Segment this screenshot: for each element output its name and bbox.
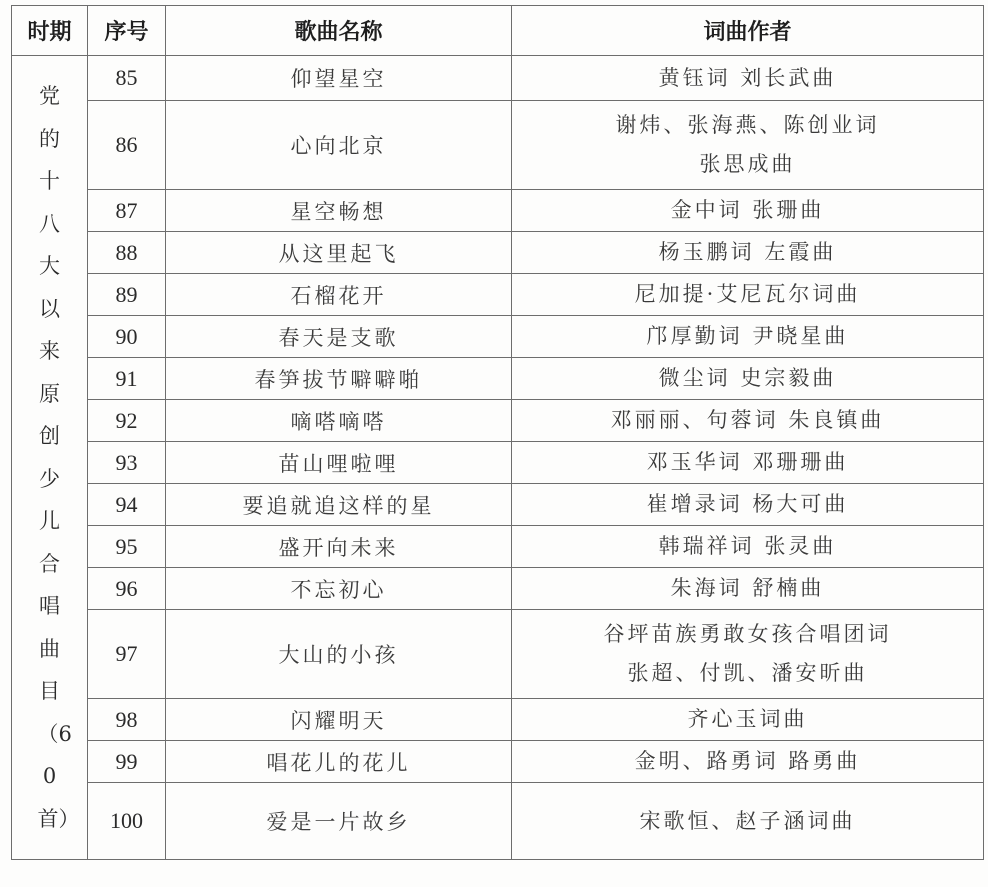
table-row <box>12 484 984 526</box>
song-author <box>512 232 984 274</box>
song-title: 心向北京 <box>166 101 512 190</box>
song-author <box>512 442 984 484</box>
song-number: 88 <box>88 232 166 274</box>
song-author <box>512 190 984 232</box>
author-line: 张思成曲 <box>699 152 796 176</box>
author-line: 邝厚勤词 尹晓星曲 <box>646 324 849 348</box>
author-line: 齐心玉词曲 <box>687 707 808 731</box>
header-number: 序号 <box>88 6 166 56</box>
author-line: 尼加提·艾尼瓦尔词曲 <box>634 282 861 306</box>
song-title: 爱是一片故乡 <box>166 783 512 860</box>
song-title: 大山的小孩 <box>166 610 512 699</box>
table-row <box>12 56 984 101</box>
author-line: 邓玉华词 邓珊珊曲 <box>646 450 849 474</box>
table-row <box>12 358 984 400</box>
song-number: 87 <box>88 190 166 232</box>
table-row <box>12 741 984 783</box>
author-line: 谷坪苗族勇敢女孩合唱团词 <box>603 622 892 646</box>
song-title: 从这里起飞 <box>166 232 512 274</box>
song-number: 94 <box>88 484 166 526</box>
song-author <box>512 358 984 400</box>
table-row <box>12 526 984 568</box>
author-line: 金明、路勇词 路勇曲 <box>634 749 861 773</box>
song-author <box>512 783 984 860</box>
table-row <box>12 699 984 741</box>
table-row <box>12 232 984 274</box>
song-author <box>512 568 984 610</box>
song-author <box>512 101 984 190</box>
song-title: 唱花儿的花儿 <box>166 741 512 783</box>
song-author <box>512 316 984 358</box>
song-number: 90 <box>88 316 166 358</box>
header-period: 时期 <box>12 6 88 56</box>
author-line: 韩瑞祥词 张灵曲 <box>658 534 837 558</box>
table-row <box>12 610 984 699</box>
song-number: 95 <box>88 526 166 568</box>
song-title: 不忘初心 <box>166 568 512 610</box>
header-row <box>12 6 984 56</box>
song-title: 盛开向未来 <box>166 526 512 568</box>
song-author <box>512 484 984 526</box>
author-line: 张超、付凯、潘安昕曲 <box>627 661 868 685</box>
song-author <box>512 699 984 741</box>
author-line: 金中词 张珊曲 <box>670 198 825 222</box>
song-title: 星空畅想 <box>166 190 512 232</box>
song-number: 97 <box>88 610 166 699</box>
song-title: 春笋拔节噼噼啪 <box>166 358 512 400</box>
table-row <box>12 274 984 316</box>
song-title: 嘀嗒嘀嗒 <box>166 400 512 442</box>
song-author <box>512 56 984 101</box>
author-line: 谢炜、张海燕、陈创业词 <box>615 113 880 137</box>
song-number: 91 <box>88 358 166 400</box>
song-author <box>512 400 984 442</box>
author-line: 朱海词 舒楠曲 <box>670 576 825 600</box>
song-number: 96 <box>88 568 166 610</box>
table-row <box>12 316 984 358</box>
table-row <box>12 101 984 190</box>
song-number: 85 <box>88 56 166 101</box>
song-author <box>512 741 984 783</box>
author-line: 崔增录词 杨大可曲 <box>646 492 849 516</box>
header-author: 词曲作者 <box>512 6 984 56</box>
song-title: 要追就追这样的星 <box>166 484 512 526</box>
song-number: 100 <box>88 783 166 860</box>
song-table <box>11 5 984 860</box>
song-author <box>512 274 984 316</box>
period-cell <box>12 56 88 860</box>
table-row <box>12 400 984 442</box>
song-title: 石榴花开 <box>166 274 512 316</box>
table-row <box>12 442 984 484</box>
author-line: 微尘词 史宗毅曲 <box>658 366 837 390</box>
table-row <box>12 568 984 610</box>
author-line: 杨玉鹏词 左霞曲 <box>658 240 837 264</box>
song-number: 93 <box>88 442 166 484</box>
song-number: 99 <box>88 741 166 783</box>
song-number: 86 <box>88 101 166 190</box>
song-title: 苗山哩啦哩 <box>166 442 512 484</box>
song-title: 闪耀明天 <box>166 699 512 741</box>
song-title: 仰望星空 <box>166 56 512 101</box>
author-line: 宋歌恒、赵子涵词曲 <box>639 808 856 833</box>
song-author <box>512 526 984 568</box>
song-table-body <box>12 56 984 860</box>
song-author <box>512 610 984 699</box>
author-line: 黄钰词 刘长武曲 <box>658 65 837 90</box>
author-line: 邓丽丽、句蓉词 朱良镇曲 <box>610 408 885 432</box>
song-number: 92 <box>88 400 166 442</box>
song-number: 89 <box>88 274 166 316</box>
header-title: 歌曲名称 <box>166 6 512 56</box>
song-number: 98 <box>88 699 166 741</box>
table-row <box>12 190 984 232</box>
table-row <box>12 783 984 860</box>
song-title: 春天是支歌 <box>166 316 512 358</box>
period-label: 党的十八大以来原创少儿合唱曲目（60首） <box>37 84 80 831</box>
